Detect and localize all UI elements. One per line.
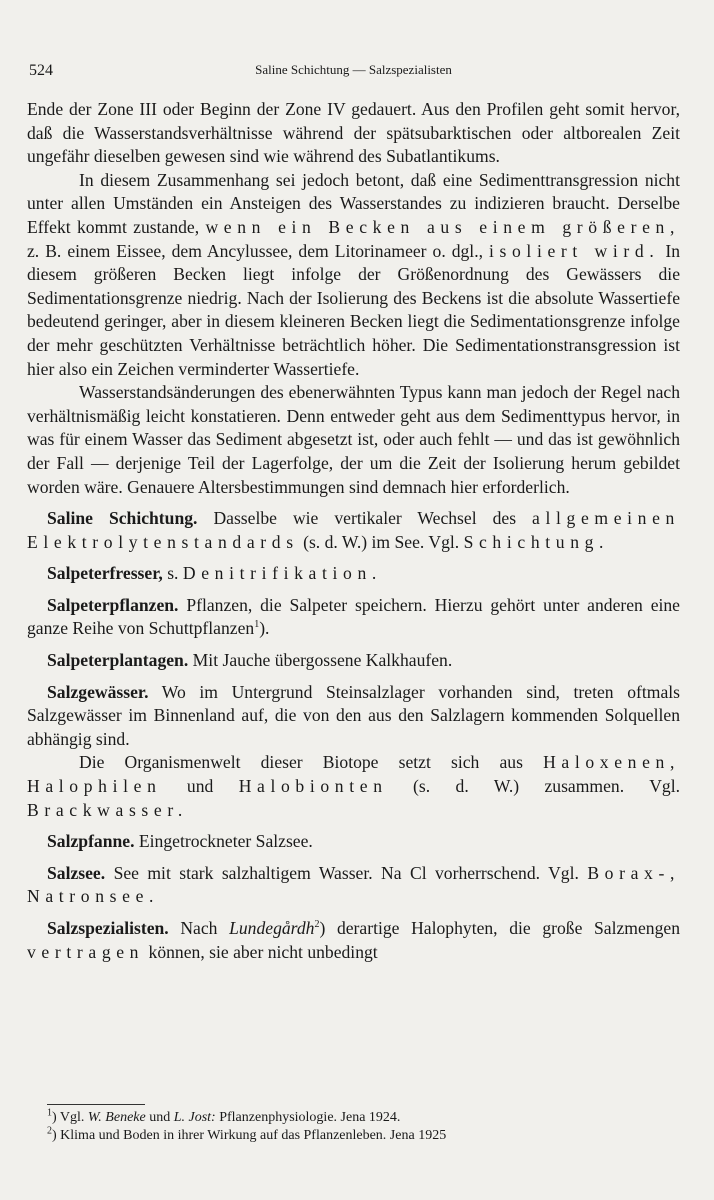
entry-text: Nach (180, 918, 218, 938)
paragraph-2-text-c: In diesem größeren Becken liegt infolge der Größenordnung des Gewässers die Sedimentationsgrenze niedrig. Nach der Isolierung des Beckens ist die absolute Wassertiefe bedeutend geringer, aber in diesem kleineren Becken liegt die Sedimentationsgrenze infolge der mehr geschützten Verhältnisse beträchtlich höher. Die Sedimentationstransgression ist hier also ein Zeichen verminderter Wassertiefe. (27, 240, 681, 379)
footnote-text: Pflanzenphysiologie. Jena 1924. (219, 1110, 401, 1125)
page-header (27, 58, 680, 82)
footnotes (27, 1104, 680, 1145)
spaced-emphasis: vertragen (27, 941, 145, 962)
spaced-emphasis: Halobionten (238, 776, 388, 797)
running-head: Saline Schichtung — Salzspezialisten (255, 62, 452, 77)
paragraph-1-text: Ende der Zone III oder Beginn der Zone IV gedauert. Aus den Profilen geht somit hervor, daß die Wasserstandsverhältnisse während der spätsubarktischen oder altborealen Zeit ungefähr dieselben gewesen sind wie während des Subatlantikums. (27, 99, 680, 167)
footnote-text: ) Vgl. (52, 1110, 85, 1125)
entry-term: Salpeterplantagen. (47, 650, 189, 671)
author-name: Lundegårdh (229, 918, 315, 938)
footnote-number: 1 (47, 1107, 52, 1119)
entry-saline-schichtung (27, 507, 680, 554)
spaced-emphasis: Denitrifikation. (182, 563, 382, 584)
entry-term: Salzgewässer. (47, 681, 149, 702)
paragraph-organismenwelt (27, 751, 680, 822)
entry-text: Wo im Untergrund Steinsalzlager vorhanden sind, treten oftmals Salzgewässer im Binnenland auf, die von den aus den Salzlagern kommenden Solquellen abhängig sind. (27, 681, 680, 749)
paragraph-2 (27, 169, 680, 381)
entry-text: Die Organismenwelt dieser Biotope setzt sich aus (79, 752, 523, 773)
spaced-emphasis: allgemeinen Elektrolytenstandards (27, 508, 680, 552)
footnote-2 (27, 1127, 680, 1145)
paragraph-3 (27, 381, 680, 499)
footnote-text: und (149, 1110, 171, 1125)
entry-text: Mit Jauche übergossene Kalkhaufen. (192, 650, 453, 671)
entry-text: See mit stark salzhaltigem Wasser. Na Cl vorherrschend. Vgl. (113, 862, 579, 883)
paragraph-2-text-a: In diesem Zusammenhang sei jedoch betont, daß eine Sedimenttransgression nicht unter allen Umständen ein Ansteigen des Wasserstandes zu indizieren braucht. Derselbe Effekt kommt zustande, (27, 169, 680, 237)
entry-term: Salpeterfresser, (47, 563, 163, 584)
spaced-emphasis: Borax-, Natronsee. (27, 862, 680, 907)
entry-term: Saline Schichtung. (47, 508, 198, 529)
entry-text: Eingetrockneter Salzsee. (138, 831, 313, 852)
entry-salzpfanne (27, 830, 680, 854)
entry-salpeterplantagen (27, 649, 680, 673)
entry-text: Dasselbe wie vertikaler Wechsel des (213, 508, 517, 529)
entry-salpeterpflanzen (27, 594, 680, 641)
footnote-rule (47, 1104, 145, 1105)
footnote-number: 2 (47, 1125, 52, 1137)
page-body (27, 98, 680, 964)
entry-text: (s. d. W.) zusammen. Vgl. (413, 776, 680, 797)
entry-term: Salzspezialisten. (47, 918, 169, 938)
entry-salzsee (27, 862, 680, 909)
entry-text: (s. d. W.) im See. Vgl. (303, 531, 460, 552)
paragraph-1 (27, 98, 680, 169)
entry-salpeterfresser (27, 562, 680, 586)
author-name: L. Jost: (173, 1110, 216, 1125)
entry-text: können, sie aber nicht unbedingt (148, 941, 378, 962)
spaced-emphasis: wenn ein Becken aus einem größeren, (205, 216, 680, 237)
entry-text: und (186, 776, 214, 797)
entry-term: Salzpfanne. (47, 831, 135, 852)
spaced-emphasis: Brackwasser. (27, 799, 188, 820)
footnote-1 (27, 1109, 680, 1127)
spaced-emphasis: Haloxenen, Halophilen (27, 752, 680, 797)
entry-salzspezialisten (27, 917, 680, 964)
paragraph-3-text: Wasserstandsänderungen des ebenerwähnten Typus kann man jedoch der Regel nach verhältnismäßig leicht konstatieren. Denn entweder geht aus dem Sedimenttypus hervor, in was für einem Wasser das Sediment abgesetzt ist, oder auch fehlt — und das ist gewöhnlich der Fall — derjenige Teil der Lagerfolge, der um die Zeit der Isolierung herum gebildet worden wäre. Genauere Altersbestimmungen sind demnach hier erforderlich. (27, 382, 680, 497)
entry-term: Salzsee. (47, 862, 106, 883)
entry-text: ) derartige Halophyten, die große Salzmengen (319, 918, 681, 938)
author-name: W. Beneke (87, 1110, 146, 1125)
page-number: 524 (29, 62, 53, 79)
spaced-emphasis: isoliert wird. (489, 240, 660, 261)
footnote-marker: 1 (254, 619, 260, 631)
entry-text: ). (259, 618, 270, 639)
footnote-marker: 2 (314, 919, 320, 931)
entry-term: Salpeterpflanzen. (47, 594, 179, 615)
footnote-text: ) Klima und Boden in ihrer Wirkung auf das Pflanzenleben. Jena 1925 (52, 1128, 447, 1143)
entry-text: Pflanzen, die Salpeter speichern. Hierzu gehört unter anderen eine ganze Reihe von Schuttpflanzen (27, 594, 680, 639)
spaced-emphasis: Schichtung. (463, 531, 610, 552)
entry-salzgewaesser (27, 681, 680, 752)
paragraph-2-text-b: z. B. einem Eissee, dem Ancylussee, dem Litorinameer o. dgl., (27, 240, 483, 261)
entry-text: s. (167, 563, 179, 584)
